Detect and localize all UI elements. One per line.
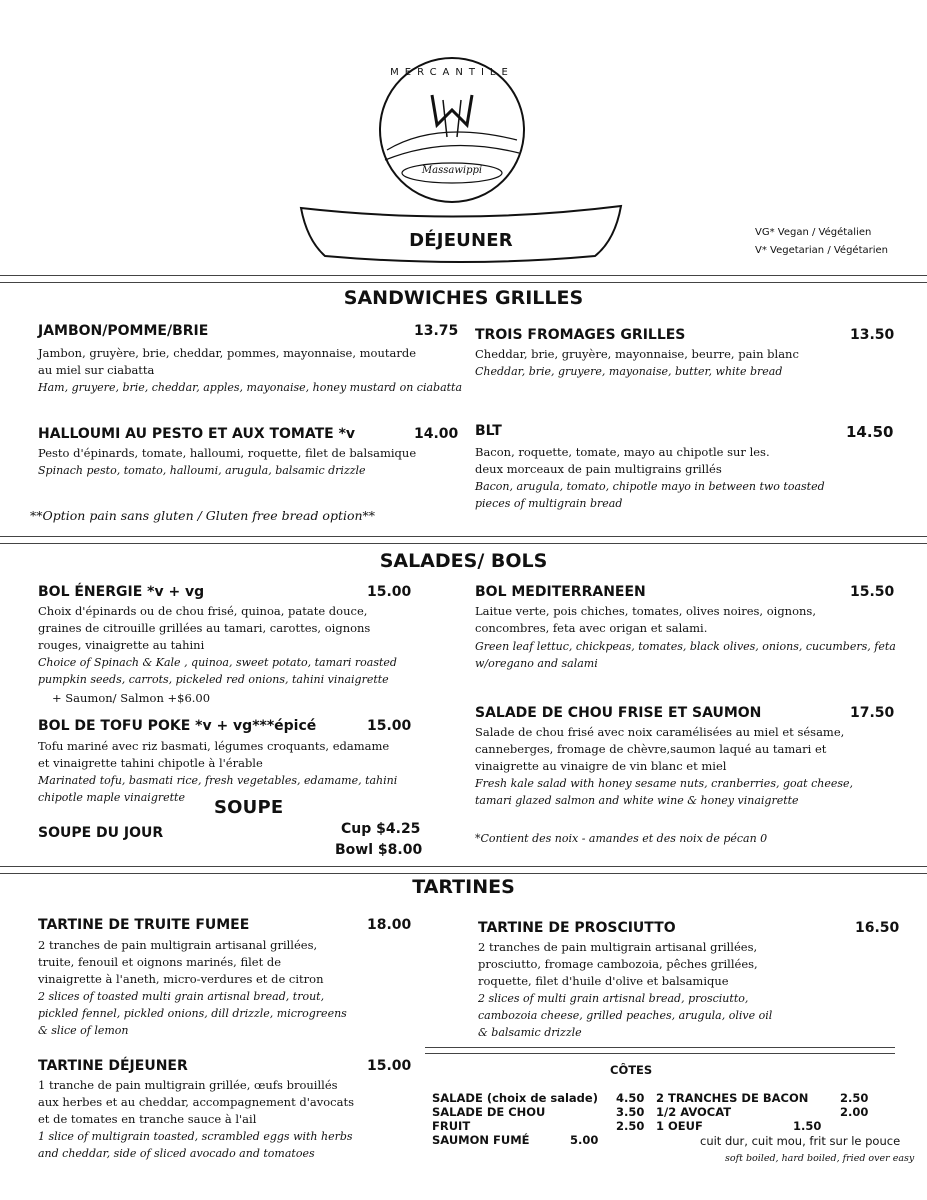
item-desc-fr: vinaigrette à l'aneth, micro-verdures et de citron [38, 972, 324, 986]
section-title-tartines: TARTINES [412, 876, 515, 898]
side-price: 4.50 [616, 1091, 645, 1105]
item-price-bol-mediterraneen: 15.50 [850, 584, 895, 600]
item-price-bol-energie: 15.00 [367, 584, 412, 600]
item-desc-fr: Laitue verte, pois chiches, tomates, olives noires, oignons, [475, 604, 816, 618]
side-price: 5.00 [570, 1133, 599, 1147]
item-desc-fr: 1 tranche de pain multigrain grillée, œufs brouillés [38, 1078, 338, 1092]
side-name: 2 TRANCHES DE BACON [656, 1091, 809, 1105]
side-name: FRUIT [432, 1119, 471, 1133]
section-title-sandwiches: SANDWICHES GRILLES [343, 287, 584, 309]
item-desc-fr: prosciutto, fromage cambozoia, pêches grillées, [478, 957, 758, 971]
item-price-trois-fromages: 13.50 [850, 327, 895, 343]
side-name: SAUMON FUMÉ [432, 1133, 530, 1147]
item-desc-fr: graines de citrouille grillées au tamari, carottes, oignons [38, 621, 371, 635]
item-desc-fr: aux herbes et au cheddar, accompagnement d'avocats [38, 1095, 354, 1109]
item-desc-fr: 2 tranches de pain multigrain artisanal grillées, [478, 940, 758, 954]
item-desc-en: pieces of multigrain bread [475, 497, 623, 510]
item-desc-fr: deux morceaux de pain multigrains grillés [475, 462, 722, 476]
section-title-salades: SALADES/ BOLS [379, 550, 548, 572]
item-desc-en: & slice of lemon [38, 1024, 129, 1037]
item-desc-en: 2 slices of multi grain artisnal bread, prosciutto, [478, 992, 749, 1005]
divider [0, 536, 927, 544]
side-name: SALADE (choix de salade) [432, 1091, 598, 1105]
item-desc-en: and cheddar, side of sliced avocado and tomatoes [38, 1147, 315, 1160]
side-price: 3.50 [616, 1105, 645, 1119]
item-price-salade-chou: 17.50 [850, 705, 895, 721]
logo-script-text: Massawippi [421, 165, 483, 176]
item-desc-en: Green leaf lettuc, chickpeas, tomates, black olives, onions, cucumbers, feta [475, 640, 896, 653]
item-desc-en: 2 slices of toasted multi grain artisnal bread, trout, [38, 990, 325, 1003]
item-name-bol-tofu: BOL DE TOFU POKE *v + vg***épicé [38, 718, 317, 734]
item-desc-fr: Jambon, gruyère, brie, cheddar, pommes, mayonnaise, moutarde [38, 346, 417, 360]
item-desc-fr: 2 tranches de pain multigrain artisanal grillées, [38, 938, 318, 952]
item-desc-en: Ham, gruyere, brie, cheddar, apples, mayonaise, honey mustard on ciabatta [38, 381, 463, 394]
item-desc-fr: rouges, vinaigrette au tahini [38, 638, 205, 652]
item-name-blt: BLT [475, 423, 502, 439]
item-name-soupe: SOUPE DU JOUR [38, 825, 164, 841]
item-price-bol-tofu: 15.00 [367, 718, 412, 734]
side-price: 2.50 [616, 1119, 645, 1133]
item-desc-fr: Tofu mariné avec riz basmati, légumes croquants, edamame [38, 739, 390, 753]
side-name: SALADE DE CHOU [432, 1105, 546, 1119]
side-name: 1 OEUF [656, 1119, 703, 1133]
gluten-free-note: **Option pain sans gluten / Gluten free bread option** [30, 508, 376, 523]
item-desc-en: Spinach pesto, tomato, halloumi, arugula, balsamic drizzle [38, 464, 366, 477]
item-price-tartine-truite: 18.00 [367, 917, 412, 933]
item-desc-fr: canneberges, fromage de chèvre,saumon laqué au tamari et [475, 742, 827, 756]
item-desc-fr: Choix d'épinards ou de chou frisé, quinoa, patate douce, [38, 604, 368, 618]
nuts-note: *Contient des noix - amandes et des noix de pécan 0 [475, 832, 768, 845]
cotes-divider [425, 1047, 895, 1054]
item-desc-fr: Pesto d'épinards, tomate, halloumi, roquette, filet de balsamique [38, 446, 417, 460]
item-desc-fr: Salade de chou frisé avec noix caramélisées au miel et sésame, [475, 725, 845, 739]
item-desc-en: Marinated tofu, basmati rice, fresh vegetables, edamame, tahini [38, 774, 398, 787]
side-price: 1.50 [793, 1119, 822, 1133]
item-price-jambon: 13.75 [414, 323, 459, 339]
item-desc-fr: vinaigrette au vinaigre de vin blanc et miel [475, 759, 727, 773]
item-desc-fr: concombres, feta avec origan et salami. [475, 621, 708, 635]
item-desc-en: Choice of Spinach & Kale , quinoa, sweet potato, tamari roasted [38, 656, 397, 669]
item-name-tartine-truite: TARTINE DE TRUITE FUMEE [38, 917, 250, 933]
mercantile-logo [377, 55, 527, 205]
item-desc-en: & balsamic drizzle [478, 1026, 582, 1039]
diet-legend-vegetarian: V* Vegetarian / Végétarien [755, 245, 889, 256]
logo-top-text: MERCANTILE [390, 67, 514, 78]
item-name-bol-mediterraneen: BOL MEDITERRANEEN [475, 584, 646, 600]
item-desc-en: pumpkin seeds, carrots, pickeled red onions, tahini vinaigrette [38, 673, 389, 686]
canoe-banner [295, 200, 627, 264]
divider [0, 275, 927, 283]
side-name: 1/2 AVOCAT [656, 1105, 732, 1119]
item-price-tartine-prosciutto: 16.50 [855, 920, 900, 936]
item-desc-en: Bacon, arugula, tomato, chipotle mayo in between two toasted [475, 480, 825, 493]
item-price-halloumi: 14.00 [414, 426, 459, 442]
item-desc-fr: truite, fenouil et oignons marinés, filet de [38, 955, 282, 969]
item-desc-en: tamari glazed salmon and white wine & honey vinaigrette [475, 794, 799, 807]
page-title: DÉJEUNER [409, 230, 513, 251]
item-name-halloumi: HALLOUMI AU PESTO ET AUX TOMATE *v [38, 426, 356, 442]
item-name-bol-energie: BOL ÉNERGIE *v + vg [38, 584, 205, 600]
item-extra-salmon: + Saumon/ Salmon +$6.00 [52, 691, 211, 705]
item-price-tartine-dejeuner: 15.00 [367, 1058, 412, 1074]
section-title-soupe: SOUPE [214, 797, 284, 818]
item-desc-en: cambozoia cheese, grilled peaches, arugula, olive oil [478, 1009, 773, 1022]
item-desc-en: chipotle maple vinaigrette [38, 791, 185, 804]
item-price-soupe-cup: Cup $4.25 [341, 821, 421, 837]
item-desc-en: Cheddar, brie, gruyere, mayonaise, butter, white bread [475, 365, 783, 378]
diet-legend-vegan: VG* Vegan / Végétalien [755, 227, 872, 238]
divider [0, 866, 927, 874]
item-desc-fr: roquette, filet d'huile d'olive et balsamique [478, 974, 729, 988]
section-title-cotes: CÔTES [610, 1063, 653, 1077]
side-price: 2.00 [840, 1105, 869, 1119]
item-name-salade-chou: SALADE DE CHOU FRISE ET SAUMON [475, 705, 762, 721]
item-price-soupe-bowl: Bowl $8.00 [335, 842, 423, 858]
item-desc-en: w/oregano and salami [475, 657, 598, 670]
egg-options-fr: cuit dur, cuit mou, frit sur le pouce [700, 1134, 901, 1148]
item-desc-fr: et de tomates en tranche sauce à l'ail [38, 1112, 257, 1126]
item-desc-fr: Bacon, roquette, tomate, mayo au chipotle sur les. [475, 445, 770, 459]
item-price-blt: 14.50 [846, 423, 894, 441]
item-desc-fr: au miel sur ciabatta [38, 363, 155, 377]
item-desc-fr: et vinaigrette tahini chipotle à l'érable [38, 756, 263, 770]
item-desc-en: Fresh kale salad with honey sesame nuts, cranberries, goat cheese, [475, 777, 854, 790]
item-name-trois-fromages: TROIS FROMAGES GRILLES [475, 327, 686, 343]
side-price: 2.50 [840, 1091, 869, 1105]
item-name-jambon: JAMBON/POMME/BRIE [38, 323, 209, 339]
egg-options-en: soft boiled, hard boiled, fried over easy [725, 1153, 915, 1164]
item-desc-fr: Cheddar, brie, gruyère, mayonnaise, beurre, pain blanc [475, 347, 799, 361]
item-name-tartine-prosciutto: TARTINE DE PROSCIUTTO [478, 920, 676, 936]
item-desc-en: 1 slice of multigrain toasted, scrambled eggs with herbs [38, 1130, 353, 1143]
item-desc-en: pickled fennel, pickled onions, dill drizzle, microgreens [38, 1007, 347, 1020]
item-name-tartine-dejeuner: TARTINE DÉJEUNER [38, 1058, 188, 1074]
